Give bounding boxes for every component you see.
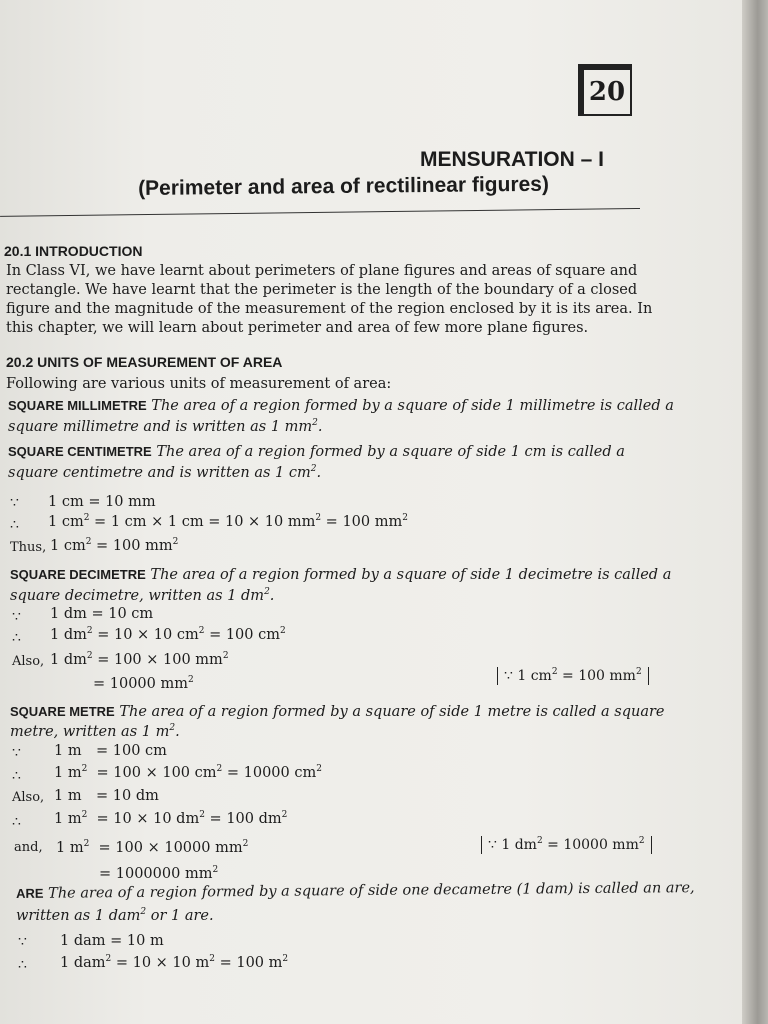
intro-heading: 20.1 INTRODUCTION [4, 243, 143, 259]
sq-dm-def-line-1: SQUARE DECIMETRE The area of a region formed by a square of side 1 decimetre is called a [10, 567, 672, 583]
sq-mm-def-line-2: square millimetre and is written as 1 $mm^2$. [8, 418, 323, 435]
sq-m-def-line-2: metre, written as 1 $m^2$. [10, 723, 180, 740]
sq-cm-def-line-1: SQUARE CENTIMETRE The area of a region formed by a square of side 1 cm is called a [8, 444, 625, 460]
eq-dm2-mm: 1 $dm^2 = 100 \times 100$ $mm^2$ [50, 651, 229, 668]
eq-dm2-mm-result: = 10000 $mm^2$ [93, 675, 194, 692]
because-symbol: ∵ [12, 745, 21, 761]
because-symbol: ∵ [18, 934, 27, 950]
sq-cm-def-line-2: square centimetre and is written as 1 $cm^2$. [8, 464, 322, 481]
also-label: Also, [12, 654, 45, 669]
because-symbol: ∵ [10, 495, 19, 511]
page-edge [742, 0, 768, 1024]
eq-cm2-result: 1 $cm^2 = 100$ $mm^2$ [50, 537, 179, 554]
eq-m-cm: = 100 cm [96, 743, 167, 759]
therefore-symbol: ∴ [12, 630, 21, 646]
are-def-line-1: ARE The area of a region formed by a square of side one decametre (1 dam) is called an are, [16, 880, 695, 902]
eq-m2-mm2: 1 $m^2 = 100 \times 10000$ $mm^2$ [56, 839, 249, 856]
units-heading: 20.2 UNITS OF MEASUREMENT OF AREA [6, 354, 283, 370]
eq-m2-dm2: 1 $m^2 = 10 \times 10$ $dm^2 = 100$ $dm^2$ [54, 810, 288, 827]
intro-line-3: figure and the magnitude of the measurement of the region enclosed by it is its area. In [6, 301, 653, 317]
thus-label: Thus, [10, 540, 47, 555]
eq-m-lhs-2: 1 m [54, 788, 82, 804]
intro-line-1: In Class VI, we have learnt about perimeters of plane figures and areas of square and [6, 263, 638, 279]
eq-dm2: 1 $dm^2 = 10 \times 10$ $cm^2 = 100$ $cm^2$ [50, 626, 286, 643]
eq-m2-cm2: 1 $m^2 = 100 \times 100$ $cm^2 = 10000$ $cm^2$ [54, 764, 322, 781]
chapter-number-box: 20 [578, 64, 632, 116]
therefore-symbol: ∴ [12, 814, 21, 830]
chapter-subtitle: (Perimeter and area of rectilinear figures) [138, 172, 550, 200]
therefore-symbol: ∴ [18, 957, 27, 973]
eq-m-lhs: 1 m [54, 743, 82, 759]
sq-cm-label: SQUARE CENTIMETRE [8, 444, 152, 459]
eq-dam-m: 1 dam = 10 m [60, 933, 164, 949]
eq-dm-cm: 1 dm = 10 cm [50, 606, 154, 622]
intro-line-4: this chapter, we will learn about perimeter and area of few more plane figures. [6, 320, 589, 336]
units-intro-line: Following are various units of measurement of area: [6, 376, 392, 392]
therefore-symbol: ∴ [12, 768, 21, 784]
therefore-symbol: ∴ [10, 517, 19, 533]
eq-m-dm: = 10 dm [96, 788, 159, 804]
sq-m-label: SQUARE METRE [10, 704, 115, 719]
sq-dm-label: SQUARE DECIMETRE [10, 567, 146, 582]
sq-dm-def-line-2: square decimetre, written as 1 $dm^2$. [10, 587, 275, 604]
also-label: Also, [12, 790, 45, 805]
eq-cm2: 1 $cm^2 = 1$ cm × 1 cm = 10 × 10 $mm^2 = 100$ $mm^2$ [48, 513, 408, 530]
note-dm2-mm2: ∵ 1 $dm^2 = 10000$ $mm^2$ [481, 836, 652, 854]
intro-line-2: rectangle. We have learnt that the perimeter is the length of the boundary of a closed [6, 282, 638, 298]
sq-mm-def-line-1: SQUARE MILLIMETRE The area of a region formed by a square of side 1 millimetre is called a [8, 398, 674, 414]
chapter-title: MENSURATION – I [420, 148, 604, 171]
are-def-line-2: written as 1 dam$^2$ or 1 are. [16, 907, 214, 924]
sq-m-def-line-1: SQUARE METRE The area of a region formed by a square of side 1 metre is called a square [10, 704, 665, 720]
eq-m2-mm2-result: = 1000000 $mm^2$ [99, 865, 219, 882]
and-label: and, [14, 840, 43, 855]
sq-mm-label: SQUARE MILLIMETRE [8, 398, 147, 413]
because-symbol: ∵ [12, 609, 21, 625]
are-label: ARE [16, 885, 44, 901]
note-cm2-mm2: ∵ 1 $cm^2 = 100$ $mm^2$ [497, 667, 649, 685]
eq-cm-mm: 1 cm = 10 mm [48, 494, 156, 510]
eq-dam2-m2: 1 dam$^2$ = 10 × 10 $m^2 = 100$ $m^2$ [60, 954, 289, 971]
